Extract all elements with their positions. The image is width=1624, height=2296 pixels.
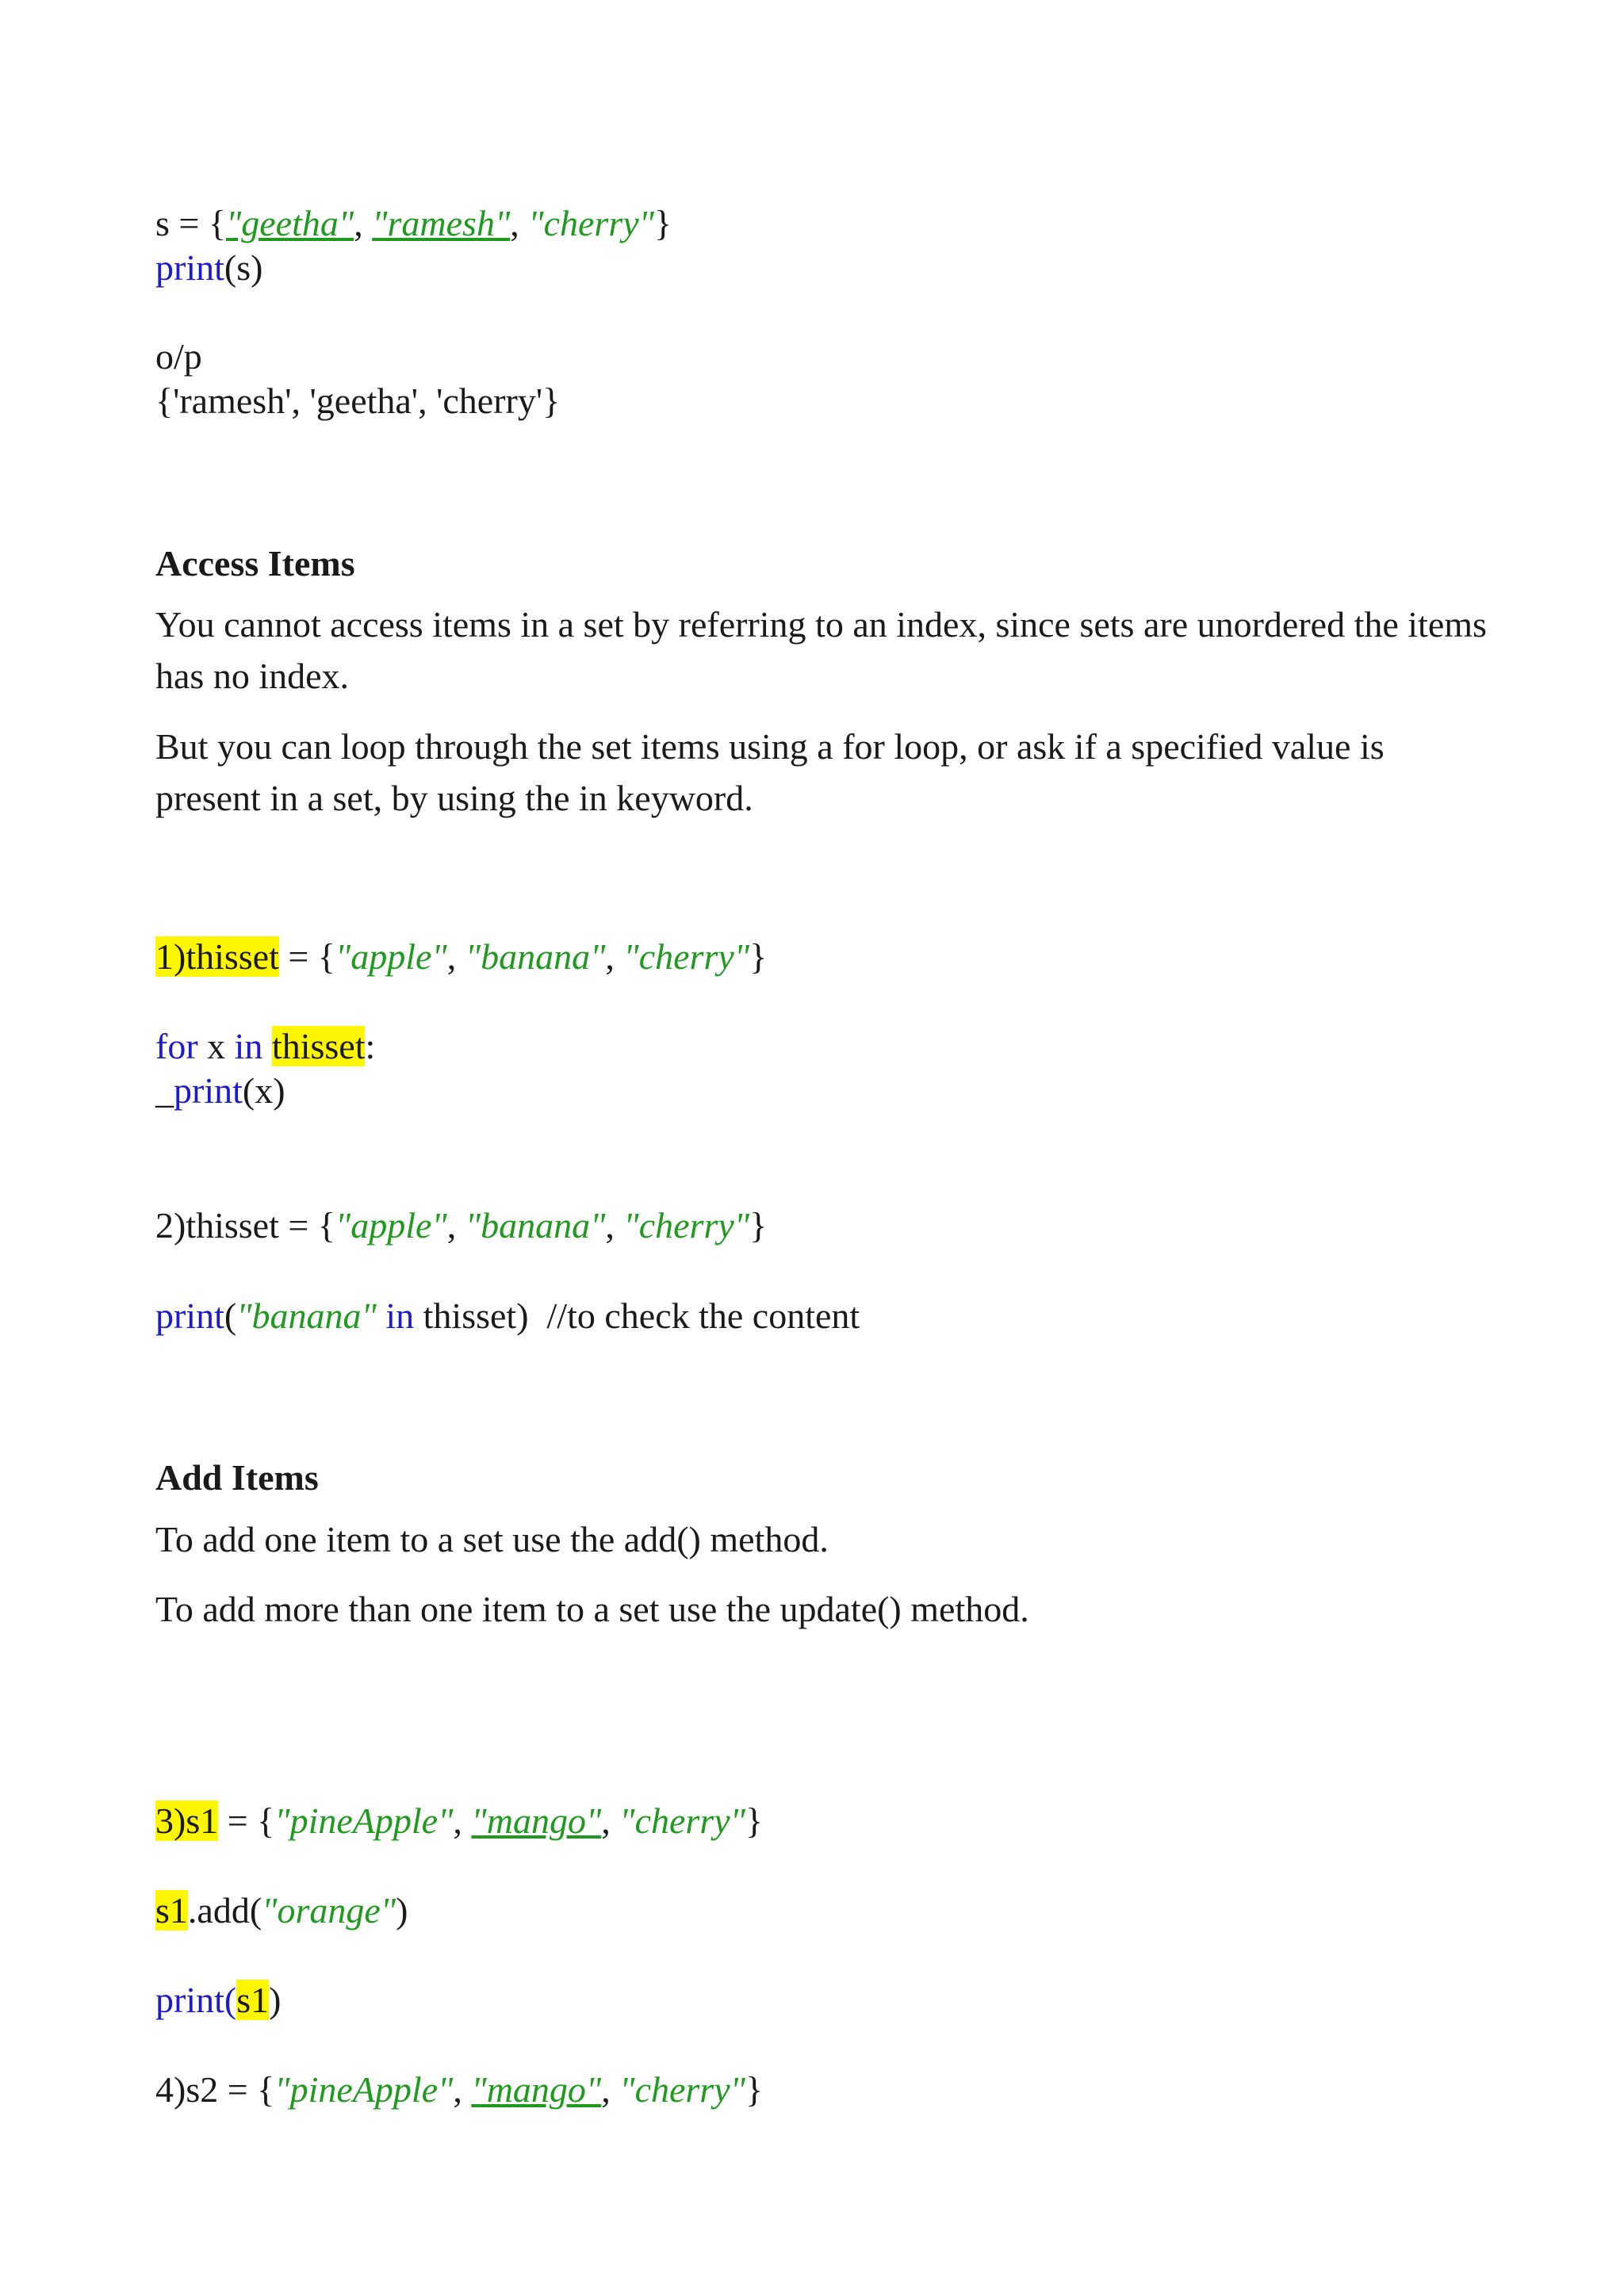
code-arg: (s) bbox=[224, 247, 263, 288]
code-line-ex3-set bbox=[155, 1797, 763, 1845]
code-line-set-s bbox=[155, 200, 672, 247]
code-close: ) bbox=[396, 1890, 408, 1931]
code-space bbox=[262, 1026, 272, 1066]
code-paren: ( bbox=[224, 1295, 237, 1336]
highlighted-var: thisset bbox=[271, 1026, 366, 1066]
code-sep: , bbox=[510, 203, 529, 243]
code-sep: , bbox=[601, 2069, 620, 2110]
paragraph-access-2: But you can loop through the set items using a for loop, or ask if a specified value is present in a set, by using the in keyword. bbox=[155, 726, 1385, 818]
code-keyword: print bbox=[155, 247, 224, 288]
code-string: "cherry" bbox=[623, 936, 750, 977]
code-sep: , bbox=[605, 1205, 624, 1246]
code-string: "apple" bbox=[335, 1205, 447, 1246]
code-string: "cherry" bbox=[623, 1205, 750, 1246]
code-line-ex3-add bbox=[155, 1887, 408, 1934]
code-sep: , bbox=[601, 1800, 620, 1841]
highlighted-var: s1 bbox=[155, 1890, 188, 1931]
code-keyword: print bbox=[155, 1980, 224, 2020]
paragraph-add-1: To add one item to a set use the add() method. bbox=[155, 1519, 829, 1559]
code-close: } bbox=[653, 203, 672, 243]
code-label: 4)s2 = { bbox=[155, 2069, 275, 2110]
output-label: o/p bbox=[155, 336, 202, 377]
paragraph-add-2: To add more than one item to a set use the update() method. bbox=[155, 1589, 1029, 1629]
code-call: .add( bbox=[187, 1890, 262, 1931]
code-sep: , bbox=[605, 936, 624, 977]
code-string: "mango" bbox=[471, 1800, 602, 1841]
highlighted-label: 1)thisset bbox=[155, 936, 279, 977]
code-line-ex3-print bbox=[155, 1976, 281, 2024]
code-sep: , bbox=[354, 203, 373, 243]
code-op: = { bbox=[169, 203, 226, 243]
output-value: {'ramesh', 'geetha', 'cherry'} bbox=[155, 381, 561, 421]
code-string: "cherry" bbox=[619, 1800, 745, 1841]
code-space bbox=[377, 1295, 386, 1336]
highlighted-label: 3)s1 bbox=[155, 1800, 219, 1841]
code-string: "banana" bbox=[236, 1295, 377, 1336]
code-string: "pineApple" bbox=[274, 2069, 454, 2110]
code-string: "apple" bbox=[335, 936, 447, 977]
section-heading-access: Access Items bbox=[155, 543, 355, 584]
code-op: = { bbox=[218, 1800, 275, 1841]
paragraph-access-1: You cannot access items in a set by referring to an index, since sets are unordered the items has no index. bbox=[155, 604, 1487, 696]
code-string: "cherry" bbox=[528, 203, 654, 243]
code-line-ex1-set bbox=[155, 933, 767, 981]
code-op: = { bbox=[278, 936, 335, 977]
code-close: } bbox=[745, 2069, 764, 2110]
code-string: "orange" bbox=[262, 1890, 396, 1931]
code-close: } bbox=[749, 1205, 768, 1246]
code-line-print-s bbox=[155, 244, 262, 292]
code-string: "banana" bbox=[465, 936, 606, 977]
code-string: "pineApple" bbox=[274, 1800, 454, 1841]
code-paren: ) bbox=[269, 1980, 282, 2020]
code-line-ex4-set bbox=[155, 2066, 763, 2114]
code-keyword: in bbox=[385, 1295, 415, 1336]
code-line-ex1-for bbox=[155, 1023, 375, 1070]
code-keyword: for bbox=[155, 1026, 198, 1066]
code-close: } bbox=[749, 936, 768, 977]
code-line-ex2-print bbox=[155, 1292, 860, 1340]
code-string: "banana" bbox=[465, 1205, 606, 1246]
section-heading-add: Add Items bbox=[155, 1457, 319, 1498]
code-line-ex1-print bbox=[155, 1067, 285, 1115]
code-sep: , bbox=[453, 2069, 472, 2110]
code-keyword: print bbox=[174, 1070, 243, 1111]
code-paren: ( bbox=[224, 1980, 237, 2020]
code-label: 2)thisset = { bbox=[155, 1205, 335, 1246]
code-var: s bbox=[155, 203, 170, 243]
code-colon: : bbox=[365, 1026, 376, 1066]
code-string: "mango" bbox=[471, 2069, 602, 2110]
code-sep: , bbox=[446, 936, 465, 977]
highlighted-var: s1 bbox=[236, 1980, 270, 2020]
code-rest: thisset) //to check the content bbox=[414, 1295, 860, 1336]
code-arg: (x) bbox=[242, 1070, 285, 1111]
code-keyword: print bbox=[155, 1295, 224, 1336]
code-var: x bbox=[197, 1026, 235, 1066]
code-string: "ramesh" bbox=[372, 203, 511, 243]
code-string: "cherry" bbox=[619, 2069, 745, 2110]
code-sep: , bbox=[446, 1205, 465, 1246]
code-close: } bbox=[745, 1800, 764, 1841]
code-keyword: in bbox=[234, 1026, 263, 1066]
code-sep: , bbox=[453, 1800, 472, 1841]
code-string: "geetha" bbox=[225, 203, 354, 243]
code-line-ex2-set bbox=[155, 1202, 767, 1249]
code-underscore: _ bbox=[155, 1070, 174, 1111]
